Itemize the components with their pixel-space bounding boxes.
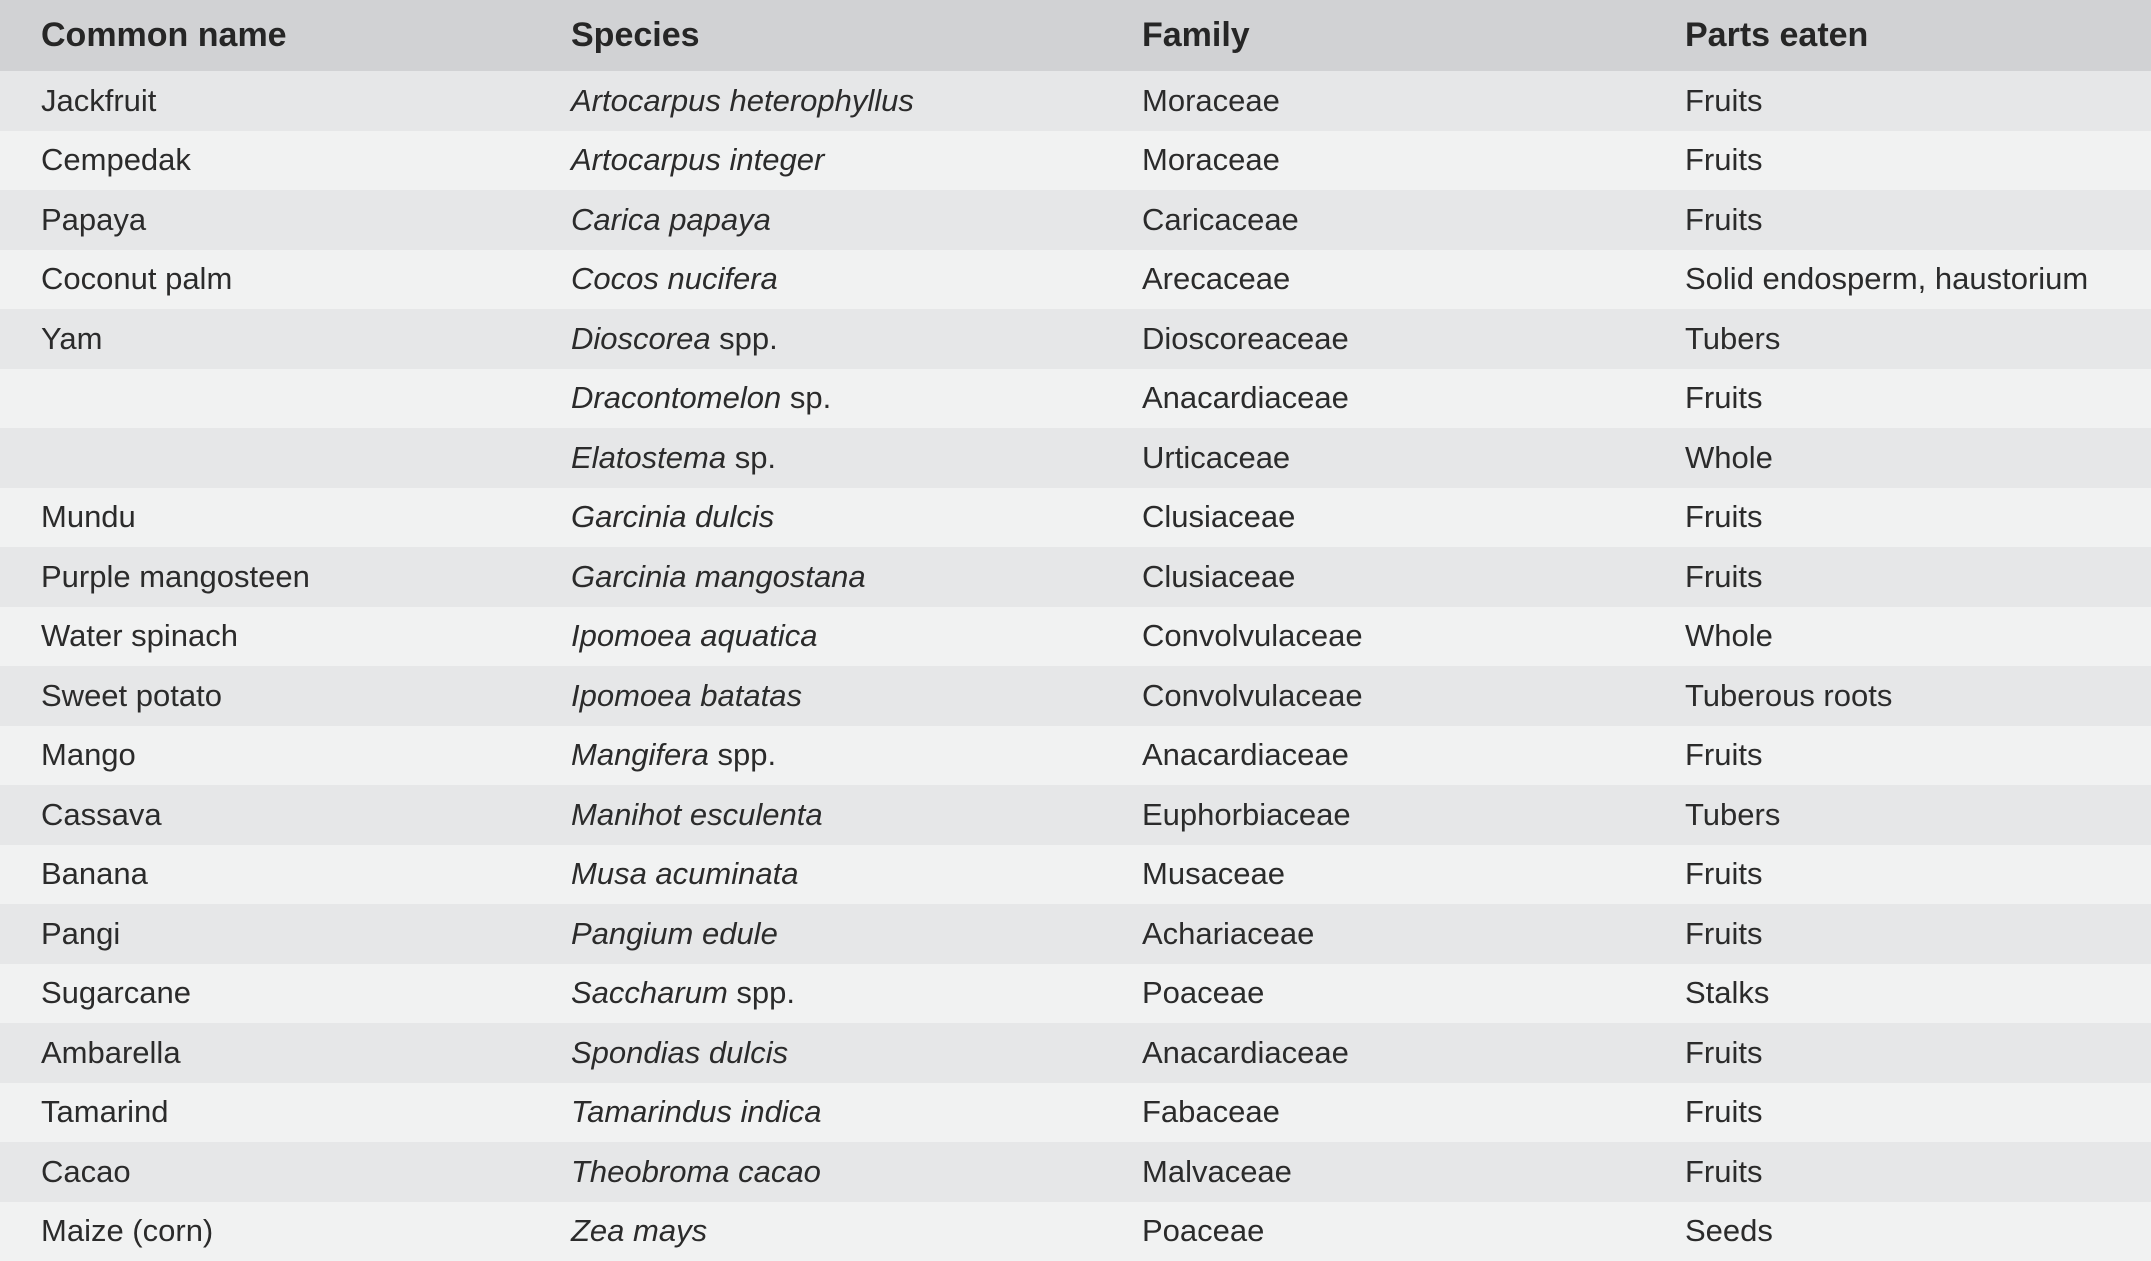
table-row: [0, 785, 2151, 845]
cell-common-name: Ambarella: [41, 1034, 181, 1070]
species-name: Saccharum: [571, 975, 728, 1011]
cell-species: [571, 83, 1142, 119]
table-body: [0, 71, 2151, 1261]
cell-parts-eaten: Tubers: [1685, 320, 1781, 356]
table-header-row: [0, 0, 2151, 71]
cell-family: Moraceae: [1142, 82, 1280, 118]
cell-common-name: Water spinach: [41, 618, 238, 654]
table-row: [0, 1083, 2151, 1143]
cell-family: Moraceae: [1142, 142, 1280, 178]
cell-species: [571, 1213, 1142, 1249]
cell-family: Poaceae: [1142, 1213, 1265, 1249]
cell-parts-eaten: Fruits: [1685, 856, 1763, 892]
table-row: [0, 131, 2151, 191]
cell-species: [571, 797, 1142, 833]
header-common-name: Common name: [41, 16, 287, 54]
cell-common-name: Purple mangosteen: [41, 558, 310, 594]
species-qualifier: spp.: [710, 320, 778, 356]
cell-family: Musaceae: [1142, 856, 1286, 892]
cell-common-name: Yam: [41, 320, 103, 356]
table-row: [0, 309, 2151, 369]
cell-family: Caricaceae: [1142, 201, 1299, 237]
species-name: Zea mays: [571, 1213, 708, 1249]
species-name: Mangifera: [571, 737, 709, 773]
cell-parts-eaten: Seeds: [1685, 1213, 1773, 1249]
cell-family: Achariaceae: [1142, 915, 1315, 951]
cell-species: [571, 737, 1142, 773]
cell-parts-eaten: Whole: [1685, 439, 1773, 475]
species-name: Carica papaya: [571, 201, 771, 237]
species-name: Garcinia dulcis: [571, 499, 775, 535]
species-name: Ipomoea batatas: [571, 677, 802, 713]
table-row: [0, 607, 2151, 667]
cell-species: [571, 916, 1142, 952]
cell-species: [571, 440, 1142, 476]
cell-species: [571, 321, 1142, 357]
species-name: Theobroma cacao: [571, 1153, 821, 1189]
cell-parts-eaten: Tubers: [1685, 796, 1781, 832]
cell-parts-eaten: Fruits: [1685, 915, 1763, 951]
cell-common-name: Cempedak: [41, 142, 191, 178]
header-parts-eaten: Parts eaten: [1685, 16, 1869, 54]
cell-common-name: Jackfruit: [41, 82, 157, 118]
cell-species: [571, 856, 1142, 892]
table-row: [0, 1142, 2151, 1202]
table-row: [0, 1023, 2151, 1083]
table-row: [0, 726, 2151, 786]
cell-species: [571, 618, 1142, 654]
species-name: Manihot esculenta: [571, 796, 823, 832]
cell-parts-eaten: Tuberous roots: [1685, 677, 1893, 713]
cell-family: Convolvulaceae: [1142, 618, 1363, 654]
species-name: Ipomoea aquatica: [571, 618, 818, 654]
cell-family: Anacardiaceae: [1142, 1034, 1349, 1070]
header-species: Species: [571, 16, 700, 54]
cell-species: [571, 1154, 1142, 1190]
cell-family: Arecaceae: [1142, 261, 1291, 297]
species-name: Tamarindus indica: [571, 1094, 822, 1130]
table-row: [0, 250, 2151, 310]
cell-parts-eaten: Fruits: [1685, 558, 1763, 594]
cell-family: Dioscoreaceae: [1142, 320, 1349, 356]
table-row: [0, 369, 2151, 429]
cell-common-name: Pangi: [41, 915, 121, 951]
cell-common-name: Sugarcane: [41, 975, 191, 1011]
species-qualifier: sp.: [781, 380, 832, 416]
cell-parts-eaten: Fruits: [1685, 499, 1763, 535]
cell-family: Fabaceae: [1142, 1094, 1280, 1130]
table-row: [0, 190, 2151, 250]
table-row: [0, 964, 2151, 1024]
cell-common-name: Papaya: [41, 201, 147, 237]
species-name: Cocos nucifera: [571, 261, 778, 297]
cell-parts-eaten: Stalks: [1685, 975, 1770, 1011]
table-row: [0, 904, 2151, 964]
species-name: Pangium edule: [571, 915, 778, 951]
table-row: [0, 71, 2151, 131]
cell-common-name: Mundu: [41, 499, 136, 535]
cell-species: [571, 202, 1142, 238]
cell-common-name: Tamarind: [41, 1094, 169, 1130]
cell-parts-eaten: Fruits: [1685, 1094, 1763, 1130]
cell-species: [571, 142, 1142, 178]
cell-family: Poaceae: [1142, 975, 1265, 1011]
cell-species: [571, 1094, 1142, 1130]
cell-family: Euphorbiaceae: [1142, 796, 1351, 832]
cell-family: Urticaceae: [1142, 439, 1291, 475]
cell-parts-eaten: Fruits: [1685, 737, 1763, 773]
table-row: [0, 845, 2151, 905]
cell-family: Anacardiaceae: [1142, 380, 1349, 416]
cell-family: Clusiaceae: [1142, 558, 1296, 594]
species-name: Garcinia mangostana: [571, 558, 866, 594]
cell-species: [571, 678, 1142, 714]
species-name: Dracontomelon: [571, 380, 782, 416]
cell-family: Convolvulaceae: [1142, 677, 1363, 713]
table-row: [0, 547, 2151, 607]
species-name: Dioscorea: [571, 320, 711, 356]
table-row: [0, 488, 2151, 548]
species-name: Elatostema: [571, 439, 727, 475]
cell-species: [571, 499, 1142, 535]
cell-species: [571, 559, 1142, 595]
cell-family: Malvaceae: [1142, 1153, 1292, 1189]
cell-common-name: Cassava: [41, 796, 162, 832]
table-row: [0, 1202, 2151, 1261]
cell-species: [571, 261, 1142, 297]
species-qualifier: spp.: [727, 975, 796, 1011]
cell-common-name: Mango: [41, 737, 136, 773]
cell-parts-eaten: Fruits: [1685, 201, 1763, 237]
cell-parts-eaten: Fruits: [1685, 142, 1763, 178]
cell-common-name: Sweet potato: [41, 677, 222, 713]
species-name: Spondias dulcis: [571, 1034, 789, 1070]
cell-family: Clusiaceae: [1142, 499, 1296, 535]
cell-species: [571, 380, 1142, 416]
species-name: Artocarpus integer: [571, 142, 825, 178]
cell-common-name: Cacao: [41, 1153, 131, 1189]
species-qualifier: spp.: [708, 737, 777, 773]
cell-parts-eaten: Solid endosperm, haustorium: [1685, 261, 2089, 297]
table-row: [0, 666, 2151, 726]
cell-parts-eaten: Fruits: [1685, 1153, 1763, 1189]
species-qualifier: sp.: [726, 439, 777, 475]
cell-parts-eaten: Fruits: [1685, 380, 1763, 416]
cell-common-name: Maize (corn): [41, 1213, 214, 1249]
cell-species: [571, 975, 1142, 1011]
cell-common-name: Coconut palm: [41, 261, 233, 297]
cell-family: Anacardiaceae: [1142, 737, 1349, 773]
header-family: Family: [1142, 16, 1250, 54]
cell-species: [571, 1035, 1142, 1071]
cell-parts-eaten: Whole: [1685, 618, 1773, 654]
table-row: [0, 428, 2151, 488]
species-name: Artocarpus heterophyllus: [571, 82, 914, 118]
cell-parts-eaten: Fruits: [1685, 82, 1763, 118]
cell-parts-eaten: Fruits: [1685, 1034, 1763, 1070]
species-name: Musa acuminata: [571, 856, 799, 892]
cell-common-name: Banana: [41, 856, 148, 892]
